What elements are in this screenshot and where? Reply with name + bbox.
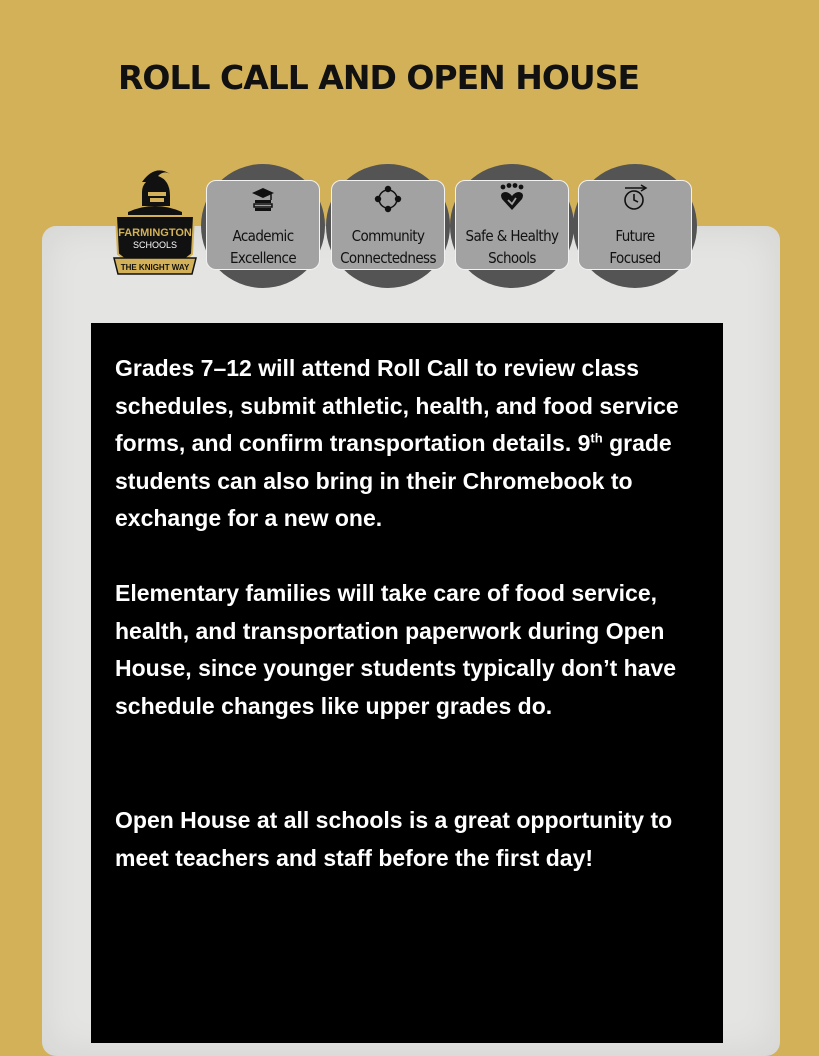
pillar-card bbox=[455, 180, 569, 270]
pillar-community-connectedness bbox=[326, 164, 450, 288]
pillar-label: Future Focused bbox=[609, 227, 661, 267]
heart-paw-icon bbox=[498, 183, 526, 211]
pillar-card bbox=[206, 180, 320, 270]
content-panel bbox=[91, 323, 723, 1043]
pillar-card bbox=[578, 180, 692, 270]
pillar-academic-excellence bbox=[201, 164, 325, 288]
people-network-icon bbox=[374, 185, 402, 213]
paragraph-open-house-elementary: Elementary families will take care of food service, health, and transportation paperwork during Open House, since younger students typically don’t have schedule changes like upper grades do. bbox=[115, 580, 677, 719]
logo-motto: THE KNIGHT WAY bbox=[120, 263, 190, 272]
pillar-card bbox=[331, 180, 445, 270]
farmington-schools-logo bbox=[112, 162, 198, 290]
paragraph-roll-call: Grades 7–12 will attend Roll Call to review class schedules, submit athletic, health, and food service forms, and confirm transportation details. 9th grade students can also bring in their Chromebook to exchange for a new one. bbox=[115, 355, 679, 531]
logo-sub: SCHOOLS bbox=[132, 240, 178, 250]
clock-arrow-icon bbox=[621, 183, 649, 211]
pillar-future-focused bbox=[573, 164, 697, 288]
logo-name: FARMINGTON bbox=[118, 227, 192, 239]
page-title: ROLL CALL AND OPEN HOUSE bbox=[118, 58, 640, 97]
paragraph-open-house-all: Open House at all schools is a great opportunity to meet teachers and staff before the first day! bbox=[115, 807, 673, 871]
graduation-cap-books-icon bbox=[249, 185, 277, 213]
pillar-label: Safe & Healthy Schools bbox=[465, 227, 559, 267]
pillar-safe-healthy-schools bbox=[450, 164, 574, 288]
pillar-label: Academic Excellence bbox=[229, 227, 297, 267]
pillar-label: Community Connectedness bbox=[340, 227, 436, 267]
